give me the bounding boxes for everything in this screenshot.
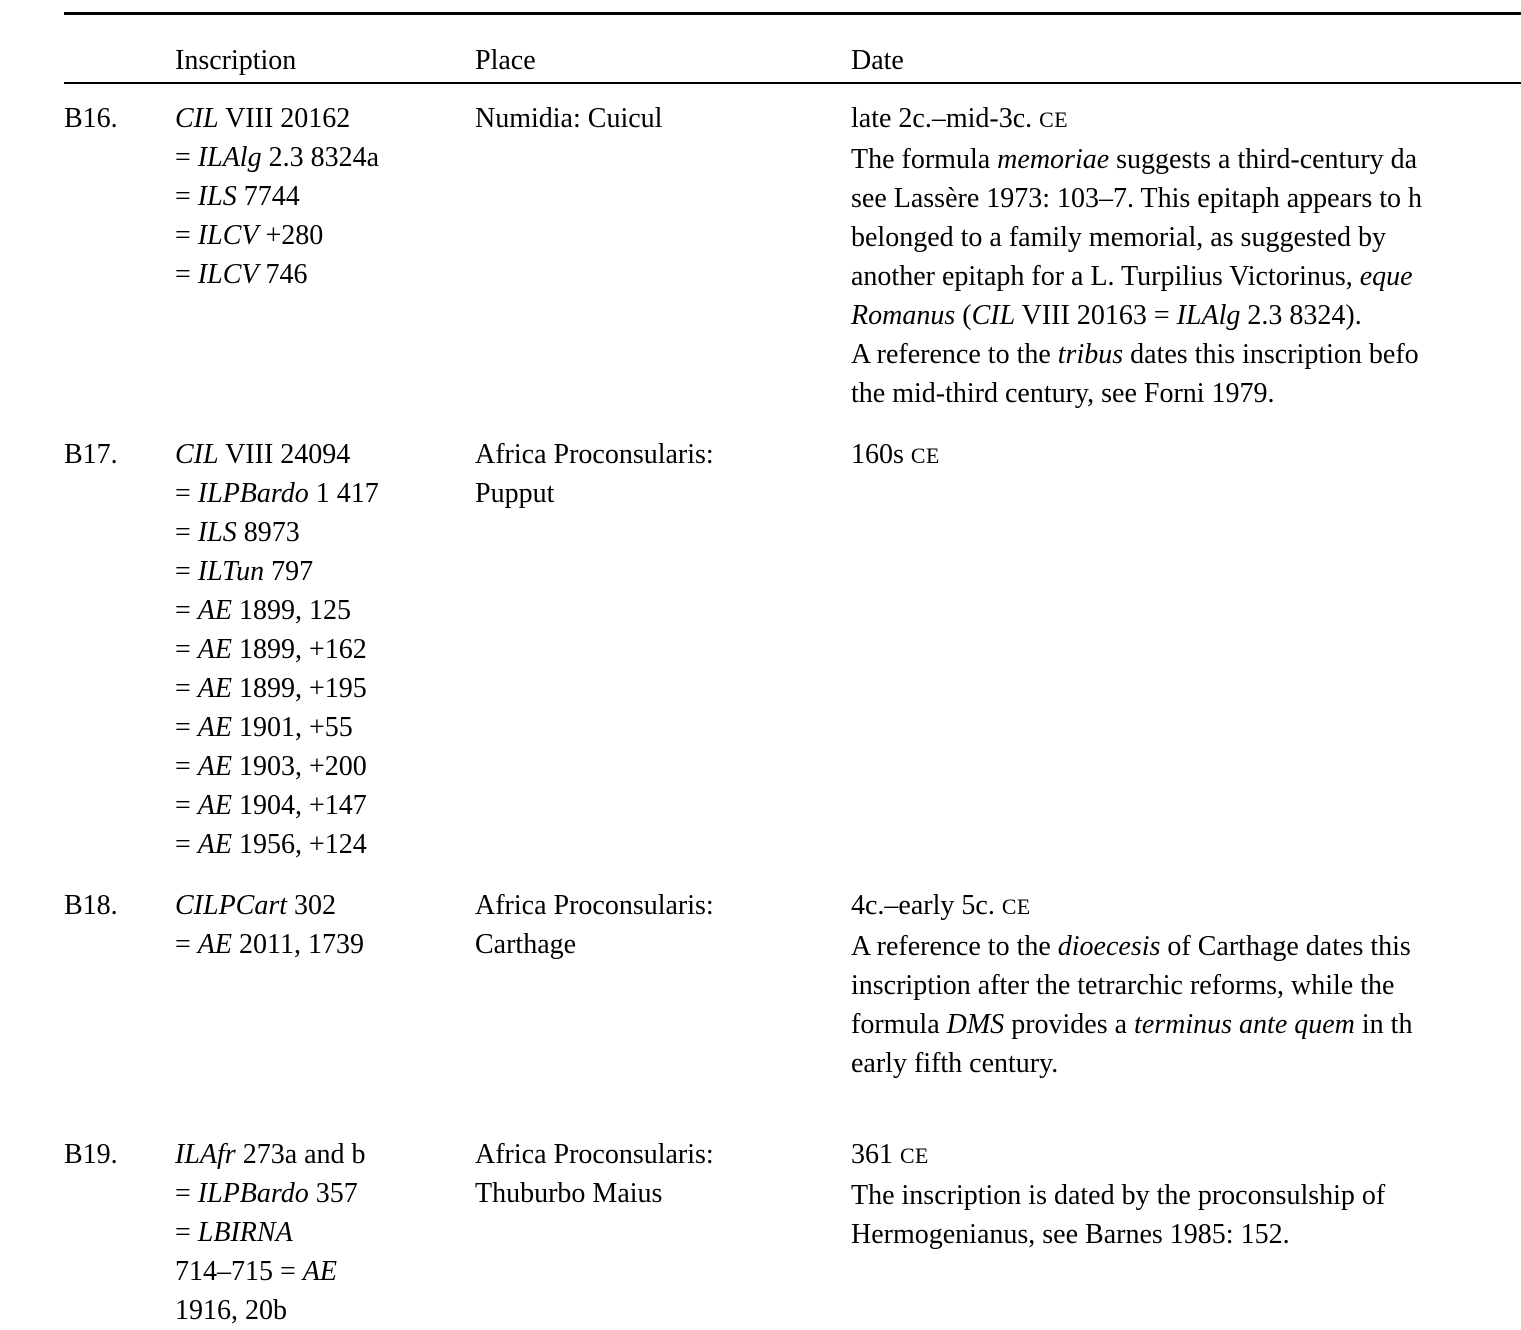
row-label: B16. (64, 103, 118, 134)
place-line: Pupput (475, 478, 555, 509)
table-header (0, 15, 1521, 82)
inscription-line: = ILCV 746 (175, 259, 308, 290)
row-label-cell (64, 1135, 175, 1174)
date-line: 361 CE (851, 1139, 929, 1170)
inscription-line: = AE 1899, +162 (175, 634, 367, 665)
inscription-line: = ILAlg 2.3 8324a (175, 142, 380, 173)
date-cell (851, 99, 1521, 413)
place-line: Africa Proconsularis: (475, 1139, 714, 1170)
inscription-cell (175, 435, 475, 864)
table-row (0, 886, 1521, 1083)
inscription-line: CIL VIII 20162 (175, 103, 351, 134)
table-row (0, 435, 1521, 864)
place-cell (475, 1135, 851, 1213)
inscription-cell (175, 1135, 475, 1330)
date-line: The formula memoriae suggests a third-century da (851, 144, 1418, 175)
column-header-place: Place (475, 45, 536, 76)
table-body (0, 84, 1521, 1330)
inscription-line: 1916, 20b (175, 1295, 287, 1326)
date-cell (851, 435, 1521, 476)
inscription-line: = AE 2011, 1739 (175, 929, 364, 960)
inscription-line: = ILCV +280 (175, 220, 324, 251)
inscription-cell (175, 99, 475, 294)
date-line: 4c.–early 5c. CE (851, 890, 1031, 921)
date-line: late 2c.–mid-3c. CE (851, 103, 1069, 134)
row-label-cell (64, 99, 175, 138)
inscription-line: = LBIRNA (175, 1217, 293, 1248)
date-line: A reference to the tribus dates this inscription befo (851, 339, 1419, 370)
date-cell (851, 1135, 1521, 1254)
date-line: formula DMS provides a terminus ante quem in th (851, 1009, 1413, 1040)
date-line: see Lassère 1973: 103–7. This epitaph appears to h (851, 183, 1423, 214)
date-line: A reference to the dioecesis of Carthage dates this (851, 931, 1411, 962)
date-line: another epitaph for a L. Turpilius Victorinus, eque (851, 261, 1413, 292)
column-header-date: Date (851, 45, 904, 76)
place-line: Carthage (475, 929, 577, 960)
date-line: 160s CE (851, 439, 940, 470)
row-label: B18. (64, 890, 118, 921)
date-line: inscription after the tetrarchic reforms, while the (851, 970, 1395, 1001)
row-label: B19. (64, 1139, 118, 1170)
place-line: Thuburbo Maius (475, 1178, 663, 1209)
place-line: Africa Proconsularis: (475, 439, 714, 470)
place-cell (475, 99, 851, 138)
date-line: Hermogenianus, see Barnes 1985: 152. (851, 1219, 1290, 1250)
inscription-line: 714–715 = AE (175, 1256, 338, 1287)
inscription-line: ILAfr 273a and b (175, 1139, 366, 1170)
date-line: belonged to a family memorial, as suggested by (851, 222, 1386, 253)
row-label: B17. (64, 439, 118, 470)
inscription-line: = AE 1901, +55 (175, 712, 353, 743)
place-cell (475, 886, 851, 964)
row-label-cell (64, 886, 175, 925)
inscription-line: = AE 1903, +200 (175, 751, 367, 782)
inscription-line: = AE 1899, 125 (175, 595, 352, 626)
inscription-line: = ILPBardo 1 417 (175, 478, 379, 509)
inscription-line: = ILPBardo 357 (175, 1178, 358, 1209)
date-line: Romanus (CIL VIII 20163 = ILAlg 2.3 8324). (851, 300, 1362, 331)
place-line: Numidia: Cuicul (475, 103, 663, 134)
inscription-cell (175, 886, 475, 964)
column-header-inscription: Inscription (175, 45, 297, 76)
book-page (0, 12, 1521, 1326)
inscription-line: = AE 1899, +195 (175, 673, 367, 704)
inscription-line: = AE 1956, +124 (175, 829, 367, 860)
inscription-line: = AE 1904, +147 (175, 790, 367, 821)
inscription-line: = ILTun 797 (175, 556, 314, 587)
place-line: Africa Proconsularis: (475, 890, 714, 921)
date-line: the mid-third century, see Forni 1979. (851, 378, 1275, 409)
table-row (0, 1135, 1521, 1330)
inscription-line: CILPCart 302 (175, 890, 337, 921)
date-line: early fifth century. (851, 1048, 1059, 1079)
row-label-cell (64, 435, 175, 474)
inscription-line: CIL VIII 24094 (175, 439, 351, 470)
table-row (0, 99, 1521, 413)
inscription-line: = ILS 7744 (175, 181, 300, 212)
place-cell (475, 435, 851, 513)
date-cell (851, 886, 1521, 1083)
inscription-line: = ILS 8973 (175, 517, 300, 548)
date-line: The inscription is dated by the proconsulship of (851, 1180, 1386, 1211)
